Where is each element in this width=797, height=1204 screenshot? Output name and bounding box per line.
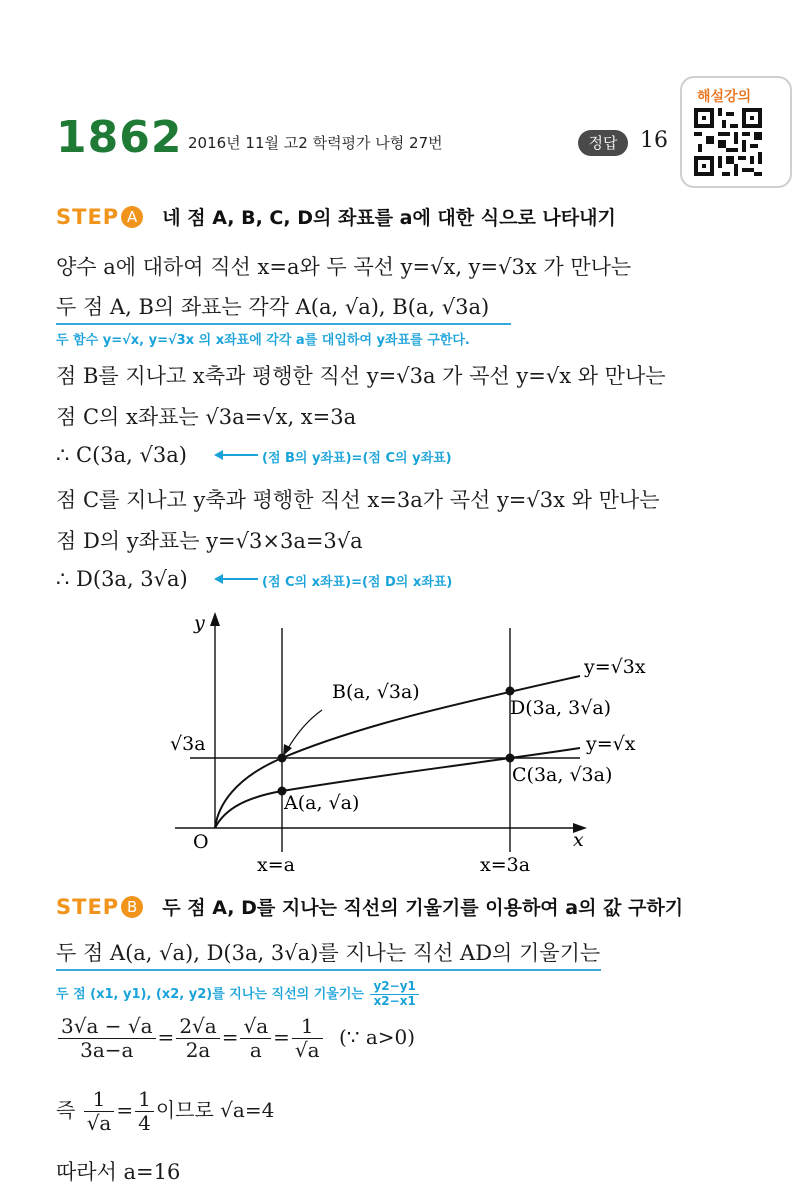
step-a-badge: A xyxy=(121,206,143,228)
step-a-line-6: 점 C를 지나고 y축과 평행한 직선 x=3a가 곡선 y=√3x 와 만나는 xyxy=(56,488,660,512)
eq1-frac-2 xyxy=(176,1015,219,1062)
eq1-frac-1 xyxy=(58,1015,156,1062)
origin-label: O xyxy=(193,831,209,853)
reciprocal-equation: 즉 $\frac{1}{√a}$ = $\frac{1}{4}$ 이므로 √a=4 xyxy=(56,1087,275,1135)
y-axis-arrow xyxy=(210,612,220,626)
point-a-label: A(a, √a) xyxy=(284,792,360,814)
step-a-note-3: (점 C의 x좌표)=(점 D의 x좌표) xyxy=(262,575,453,590)
point-b-dot xyxy=(278,754,287,763)
step-a-line-3: 점 B를 지나고 x축과 평행한 직선 y=√3a 가 곡선 y=√x 와 만나는 xyxy=(56,364,666,388)
y-axis-label: y xyxy=(194,612,205,634)
eq1-frac-3 xyxy=(240,1015,271,1062)
problem-source: 2016년 11월 고2 학력평가 나형 27번 xyxy=(188,134,443,152)
curve-upper-label: y=√3x xyxy=(584,656,646,678)
step-a-line-5: ∴ C(3a, √3a) xyxy=(56,443,187,467)
step-a-line-8: ∴ D(3a, 3√a) xyxy=(56,567,188,591)
eq1-frac-4-den: √a xyxy=(294,1038,320,1062)
eq1-frac-1-den: 3a−a xyxy=(80,1038,134,1062)
answer-value: 16 xyxy=(640,128,668,153)
eq2-frac-2-den: 4 xyxy=(138,1111,151,1135)
step-a-line-7: 점 D의 y좌표는 y=√3×3a=3√a xyxy=(56,529,363,553)
eq1-frac-2-den: 2a xyxy=(185,1038,211,1062)
curve-lower-label: y=√x xyxy=(586,733,636,755)
point-c-dot xyxy=(506,754,515,763)
eq1-frac-1-num: 3√a − √a xyxy=(58,1015,156,1039)
step-b-header xyxy=(56,893,683,920)
eq1-frac-3-num: √a xyxy=(240,1015,271,1039)
eq1-frac-4-num: 1 xyxy=(292,1015,323,1039)
step-a-line-1: 양수 a에 대하여 직선 x=a와 두 곡선 y=√x, y=√3x 가 만나는 xyxy=(56,255,632,279)
point-d-label: D(3a, 3√a) xyxy=(510,697,612,719)
slope-formula xyxy=(370,980,418,1009)
eq2-suffix: 이므로 √a=4 xyxy=(155,1098,275,1122)
slope-formula-num: y2−y1 xyxy=(370,980,418,995)
eq2-frac-1 xyxy=(84,1088,115,1135)
point-d-dot xyxy=(506,687,515,696)
x-tick-a-label: x=a xyxy=(257,854,295,876)
eq1-frac-4 xyxy=(292,1015,323,1062)
step-a-line-4: 점 C의 x좌표는 √3a=√x, x=3a xyxy=(56,405,357,429)
step-b-line-1: 두 점 A(a, √a), D(3a, 3√a)를 지나는 직선 AD의 기울기는 xyxy=(56,937,601,971)
step-a-note-1: 두 함수 y=√x, y=√3x 의 x좌표에 각각 a를 대입하여 y좌표를 구한다. xyxy=(56,333,470,348)
eq2-frac-2-num: 1 xyxy=(135,1088,154,1112)
step-a-label: STEP xyxy=(56,205,120,229)
qr-label: 해설강의 xyxy=(697,89,752,105)
eq2-prefix: 즉 xyxy=(56,1098,76,1122)
eq1-frac-3-den: a xyxy=(249,1038,262,1062)
step-b-note xyxy=(56,980,421,1009)
conclusion: 따라서 a=16 xyxy=(56,1160,181,1184)
answer-badge: 정답 xyxy=(578,130,628,156)
x-tick-3a-label: x=3a xyxy=(480,854,531,876)
x-axis-label: x xyxy=(573,829,584,851)
slope-formula-den: x2−x1 xyxy=(373,993,416,1008)
step-a-title: 네 점 A, B, C, D의 좌표를 a에 대한 식으로 나타내기 xyxy=(162,207,616,229)
step-a-note-2: (점 B의 y좌표)=(점 C의 y좌표) xyxy=(262,451,452,466)
eq1-frac-2-num: 2√a xyxy=(176,1015,219,1039)
point-b-label: B(a, √3a) xyxy=(332,681,420,703)
step-b-label: STEP xyxy=(56,895,120,919)
step-b-note-text: 두 점 (x1, y1), (x2, y2)를 지나는 직선의 기울기는 xyxy=(56,986,364,1002)
step-b-badge: B xyxy=(121,896,143,918)
eq2-frac-1-den: √a xyxy=(86,1111,112,1135)
slope-equation: $\frac{3√a - √a}{3a-a}$ = $\frac{2√a}{2a}$ = $\frac{√a}{a}$ = $\frac{1}{√a}$ (∵ a>0) xyxy=(56,1015,415,1062)
eq2-frac-2 xyxy=(135,1088,154,1135)
eq2-frac-1-num: 1 xyxy=(84,1088,115,1112)
step-a-line-2: 두 점 A, B의 좌표는 각각 A(a, √a), B(a, √3a) xyxy=(56,291,511,325)
problem-number: 1862 xyxy=(56,112,183,163)
curve-lower xyxy=(215,748,580,828)
point-c-label: C(3a, √3a) xyxy=(512,764,613,786)
eq1-condition: (∵ a>0) xyxy=(338,1025,416,1049)
step-b-title: 두 점 A, D를 지나는 직선의 기울기를 이용하여 a의 값 구하기 xyxy=(162,897,684,919)
y-tick-label: √3a xyxy=(170,733,206,755)
